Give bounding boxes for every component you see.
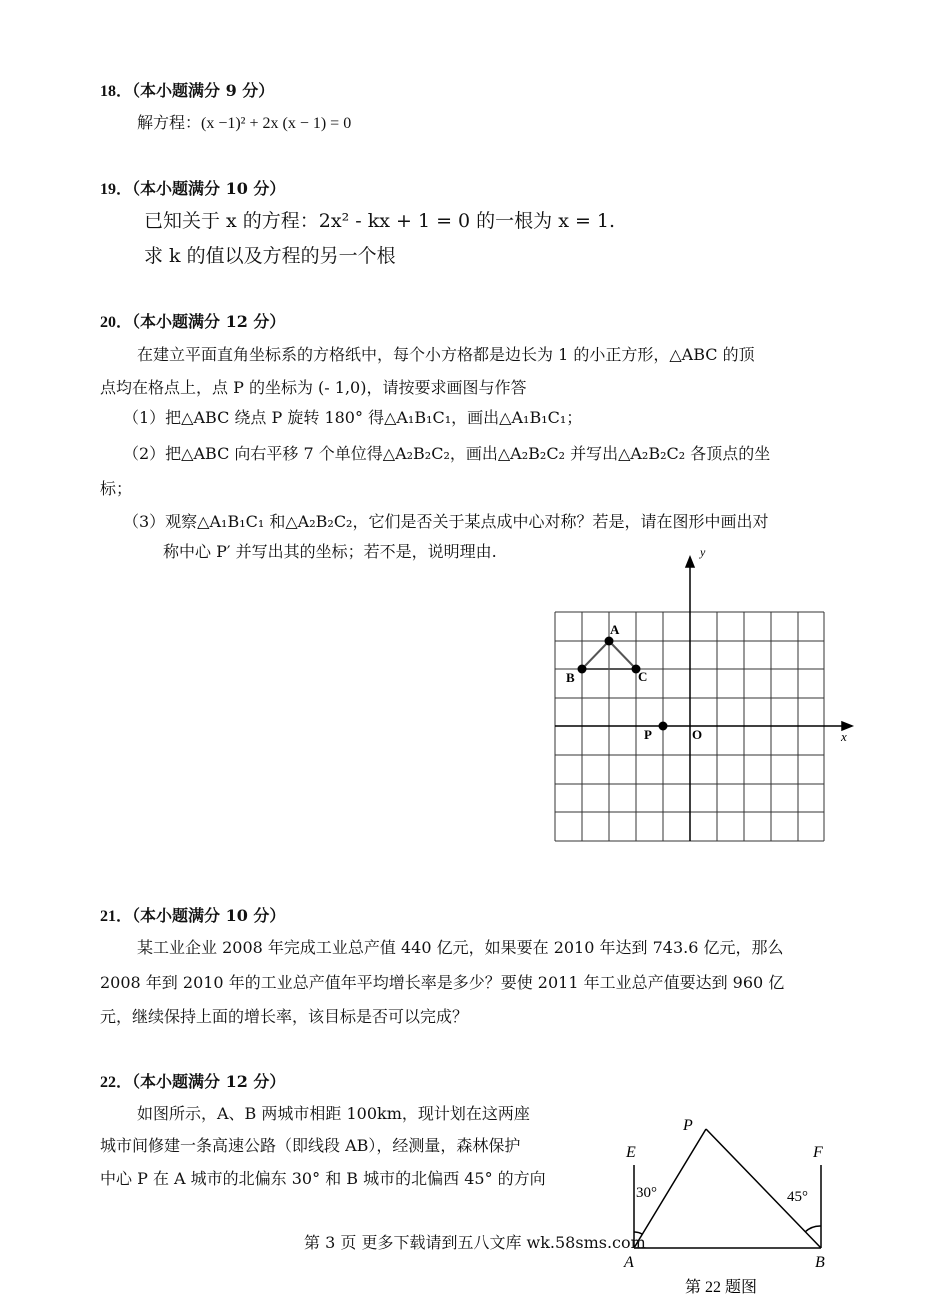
fig-label-p: P xyxy=(683,1117,693,1134)
q18-equation: 解方程：(x −1)² + 2x (x − 1) = 0 xyxy=(137,115,352,132)
q22-header xyxy=(100,1069,285,1092)
q19-line2: 求 k 的值以及方程的另一个根 xyxy=(144,245,396,267)
q20-number: 20． xyxy=(100,314,133,331)
q20-item2b: 标； xyxy=(100,479,133,498)
q21-line3: 元，继续保持上面的增长率，该目标是否可以完成？ xyxy=(100,1007,469,1026)
point-p xyxy=(659,722,668,731)
q18-header xyxy=(100,78,274,101)
y-axis-arrow xyxy=(686,557,694,567)
label-origin: O xyxy=(692,727,703,742)
q21-number: 21． xyxy=(100,908,133,925)
label-p: P xyxy=(644,727,652,742)
q21-line1: 某工业企业 2008 年完成工业总产值 440 亿元，如果要在 2010 年达到 743.6 亿元，那么 xyxy=(137,938,784,957)
q20-score: （本小题满分 12 分） xyxy=(132,312,286,331)
q18-number: 18． xyxy=(100,83,133,100)
q20-para1a: 在建立平面直角坐标系的方格纸中，每个小方格都是边长为 1 的小正方形，△ABC 的顶 xyxy=(137,345,755,364)
q19-header xyxy=(100,176,285,199)
label-x-axis: x xyxy=(841,729,847,744)
q19-number: 19． xyxy=(100,181,133,198)
q20-para1b: 点均在格点上，点 P 的坐标为 (- 1,0)，请按要求画图与作答 xyxy=(100,378,527,397)
q20-item3b: 称中心 P′ 并写出其的坐标；若不是，说明理由. xyxy=(163,542,497,561)
q22-score: （本小题满分 12 分） xyxy=(132,1072,286,1091)
q21-score: （本小题满分 10 分） xyxy=(132,906,286,925)
q20-item3a: （3）观察△A₁B₁C₁ 和△A₂B₂C₂，它们是否关于某点成中心对称？若是，请在图形中画出对 xyxy=(123,512,769,531)
fig-angle-a: 30° xyxy=(636,1185,657,1201)
q20-item2a: （2）把△ABC 向右平移 7 个单位得△A₂B₂C₂，画出△A₂B₂C₂ 并写出△A₂B₂C₂ 各顶点的坐 xyxy=(123,444,771,463)
q18-score: （本小题满分 9 分） xyxy=(132,81,275,100)
fig-label-a: A xyxy=(624,1254,634,1271)
page-footer: 第 3 页 更多下载请到五八文库 wk.58sms.com xyxy=(304,1233,646,1252)
q22-number: 22． xyxy=(100,1074,133,1091)
q19-line1: 已知关于 x 的方程：2x² - kx + 1 = 0 的一根为 x = 1. xyxy=(144,210,616,232)
fig-label-e: E xyxy=(626,1144,636,1161)
q20-item1: （1）把△ABC 绕点 P 旋转 180° 得△A₁B₁C₁，画出△A₁B₁C₁； xyxy=(123,408,583,427)
fig-caption: 第 22 题图 xyxy=(685,1279,758,1296)
fig-label-b: B xyxy=(815,1254,825,1271)
label-b: B xyxy=(566,670,575,685)
q22-line1: 如图所示，A、B 两城市相距 100km，现计划在这两座 xyxy=(137,1104,530,1123)
label-a: A xyxy=(610,622,620,637)
q21-header xyxy=(100,903,285,926)
q20-header xyxy=(100,309,285,332)
label-y-axis: y xyxy=(700,545,706,559)
q22-line3: 中心 P 在 A 城市的北偏东 30° 和 B 城市的北偏西 45° 的方向 xyxy=(100,1169,546,1188)
angle-b-arc xyxy=(805,1226,821,1232)
point-a xyxy=(605,637,614,646)
fig-angle-b: 45° xyxy=(787,1189,808,1205)
label-c: C xyxy=(638,669,648,684)
point-b xyxy=(578,665,587,674)
q21-line2: 2008 年到 2010 年的工业总产值年平均增长率是多少？要使 2011 年工业总产值要达到 960 亿 xyxy=(100,973,785,992)
q20-coordinate-grid xyxy=(540,545,860,850)
q22-line2: 城市间修建一条高速公路（即线段 AB），经测量，森林保护 xyxy=(100,1136,521,1155)
q22-triangle-figure xyxy=(615,1110,840,1300)
fig-label-f: F xyxy=(813,1144,823,1161)
q19-score: （本小题满分 10 分） xyxy=(132,179,286,198)
